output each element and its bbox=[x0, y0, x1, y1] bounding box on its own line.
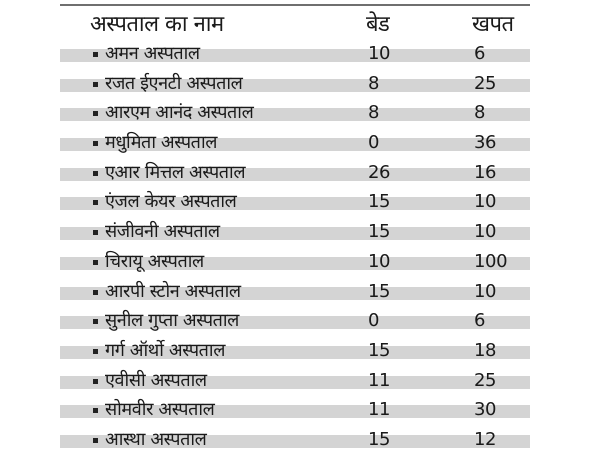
header-beds: बेड bbox=[366, 12, 390, 37]
hospital-name-cell: रजत ईएनटी अस्पताल bbox=[105, 72, 243, 94]
hospital-name-cell: एंजल केयर अस्पताल bbox=[105, 191, 237, 213]
table-row bbox=[60, 218, 530, 248]
bullet-icon bbox=[93, 379, 98, 384]
table-row bbox=[60, 40, 530, 70]
beds-cell: 0 bbox=[368, 132, 380, 154]
beds-cell: 10 bbox=[368, 43, 391, 64]
consumption-cell: 6 bbox=[474, 43, 486, 64]
beds-cell: 15 bbox=[368, 221, 391, 243]
bullet-icon bbox=[93, 349, 98, 354]
table-row bbox=[60, 159, 530, 189]
table-body bbox=[60, 40, 530, 456]
consumption-cell: 30 bbox=[474, 399, 497, 421]
beds-cell: 15 bbox=[368, 339, 391, 361]
consumption-cell: 100 bbox=[474, 250, 508, 272]
bullet-icon bbox=[93, 260, 98, 265]
table-row bbox=[60, 278, 530, 308]
consumption-cell: 18 bbox=[474, 339, 497, 361]
hospital-name-cell: आस्था अस्पताल bbox=[105, 428, 207, 450]
table-row bbox=[60, 70, 530, 100]
consumption-cell: 25 bbox=[474, 72, 497, 94]
consumption-cell: 6 bbox=[474, 310, 486, 332]
hospital-name-cell: आरएम आनंद अस्पताल bbox=[105, 102, 254, 124]
hospital-name-cell: संजीवनी अस्पताल bbox=[105, 221, 220, 243]
beds-cell: 26 bbox=[368, 161, 391, 183]
hospital-name-cell: एआर मित्तल अस्पताल bbox=[105, 161, 246, 183]
consumption-cell: 8 bbox=[474, 102, 486, 124]
table-row bbox=[60, 248, 530, 278]
beds-cell: 8 bbox=[368, 72, 380, 94]
hospital-name-cell: सोमवीर अस्पताल bbox=[105, 399, 215, 421]
table-row bbox=[60, 426, 530, 456]
bullet-icon bbox=[93, 230, 98, 235]
consumption-cell: 10 bbox=[474, 221, 497, 243]
table-row bbox=[60, 129, 530, 159]
bullet-icon bbox=[93, 141, 98, 146]
beds-cell: 8 bbox=[368, 102, 380, 124]
table-row bbox=[60, 396, 530, 426]
consumption-cell: 12 bbox=[474, 428, 497, 450]
bullet-icon bbox=[93, 111, 98, 116]
beds-cell: 11 bbox=[368, 369, 391, 391]
table-row bbox=[60, 307, 530, 337]
bullet-icon bbox=[93, 52, 98, 57]
bullet-icon bbox=[93, 319, 98, 324]
beds-cell: 11 bbox=[368, 399, 391, 421]
consumption-cell: 10 bbox=[474, 191, 497, 213]
bullet-icon bbox=[93, 82, 98, 87]
beds-cell: 15 bbox=[368, 280, 391, 302]
hospital-table bbox=[60, 4, 530, 456]
consumption-cell: 10 bbox=[474, 280, 497, 302]
hospital-name-cell: आरपी स्टोन अस्पताल bbox=[105, 280, 241, 302]
table-row bbox=[60, 99, 530, 129]
hospital-name-cell: मधुमिता अस्पताल bbox=[105, 132, 218, 154]
hospital-name-cell: अमन अस्पताल bbox=[105, 43, 200, 64]
table-row bbox=[60, 337, 530, 367]
hospital-name-cell: सुनील गुप्ता अस्पताल bbox=[105, 310, 239, 332]
consumption-cell: 16 bbox=[474, 161, 497, 183]
table-row bbox=[60, 188, 530, 218]
bullet-icon bbox=[93, 200, 98, 205]
bullet-icon bbox=[93, 438, 98, 443]
consumption-cell: 36 bbox=[474, 132, 497, 154]
bullet-icon bbox=[93, 408, 98, 413]
consumption-cell: 25 bbox=[474, 369, 497, 391]
beds-cell: 10 bbox=[368, 250, 391, 272]
header-consumption: खपत bbox=[472, 12, 514, 37]
table-header bbox=[60, 4, 530, 40]
bullet-icon bbox=[93, 290, 98, 295]
header-hospital-name: अस्पताल का नाम bbox=[90, 12, 224, 37]
hospital-name-cell: गर्ग ऑर्थो अस्पताल bbox=[105, 339, 225, 361]
hospital-name-cell: एवीसी अस्पताल bbox=[105, 369, 207, 391]
beds-cell: 15 bbox=[368, 191, 391, 213]
beds-cell: 15 bbox=[368, 428, 391, 450]
table-row bbox=[60, 367, 530, 397]
bullet-icon bbox=[93, 171, 98, 176]
beds-cell: 0 bbox=[368, 310, 380, 332]
hospital-name-cell: चिरायू अस्पताल bbox=[105, 250, 204, 272]
